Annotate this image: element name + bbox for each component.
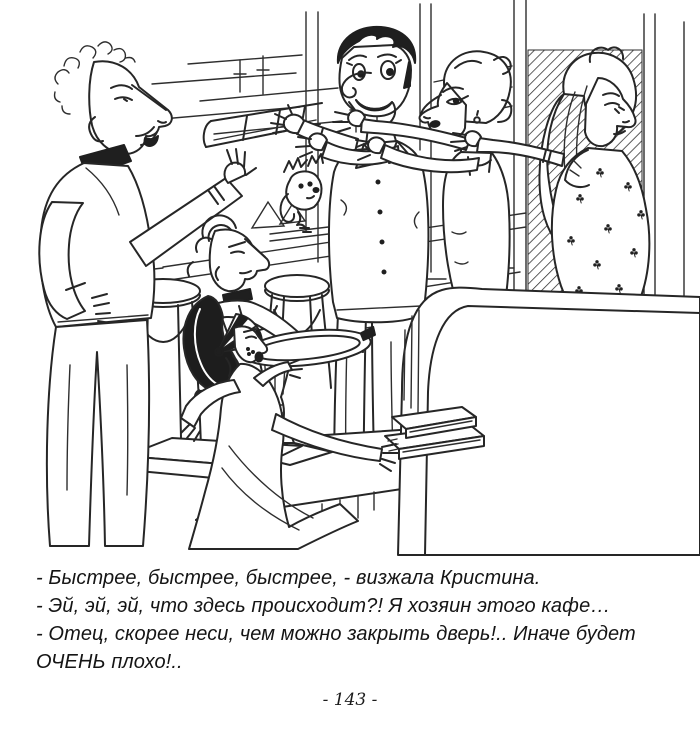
small-dog bbox=[281, 154, 323, 232]
page-number: - 143 - bbox=[322, 690, 378, 710]
dialogue-line-2: - Эй, эй, эй, что здесь происходит?! Я хозяин этого кафе… bbox=[36, 595, 611, 617]
dialogue-text bbox=[0, 556, 700, 676]
dialogue-line-4: ОЧЕНЬ плохо!.. bbox=[36, 651, 183, 673]
dialogue-line-1: - Быстрее, быстрее, быстрее, - визжала Кристина. bbox=[36, 567, 541, 589]
dialogue-line-3: - Отец, скорее неси, чем можно закрыть дверь!.. Иначе будет bbox=[36, 623, 636, 645]
